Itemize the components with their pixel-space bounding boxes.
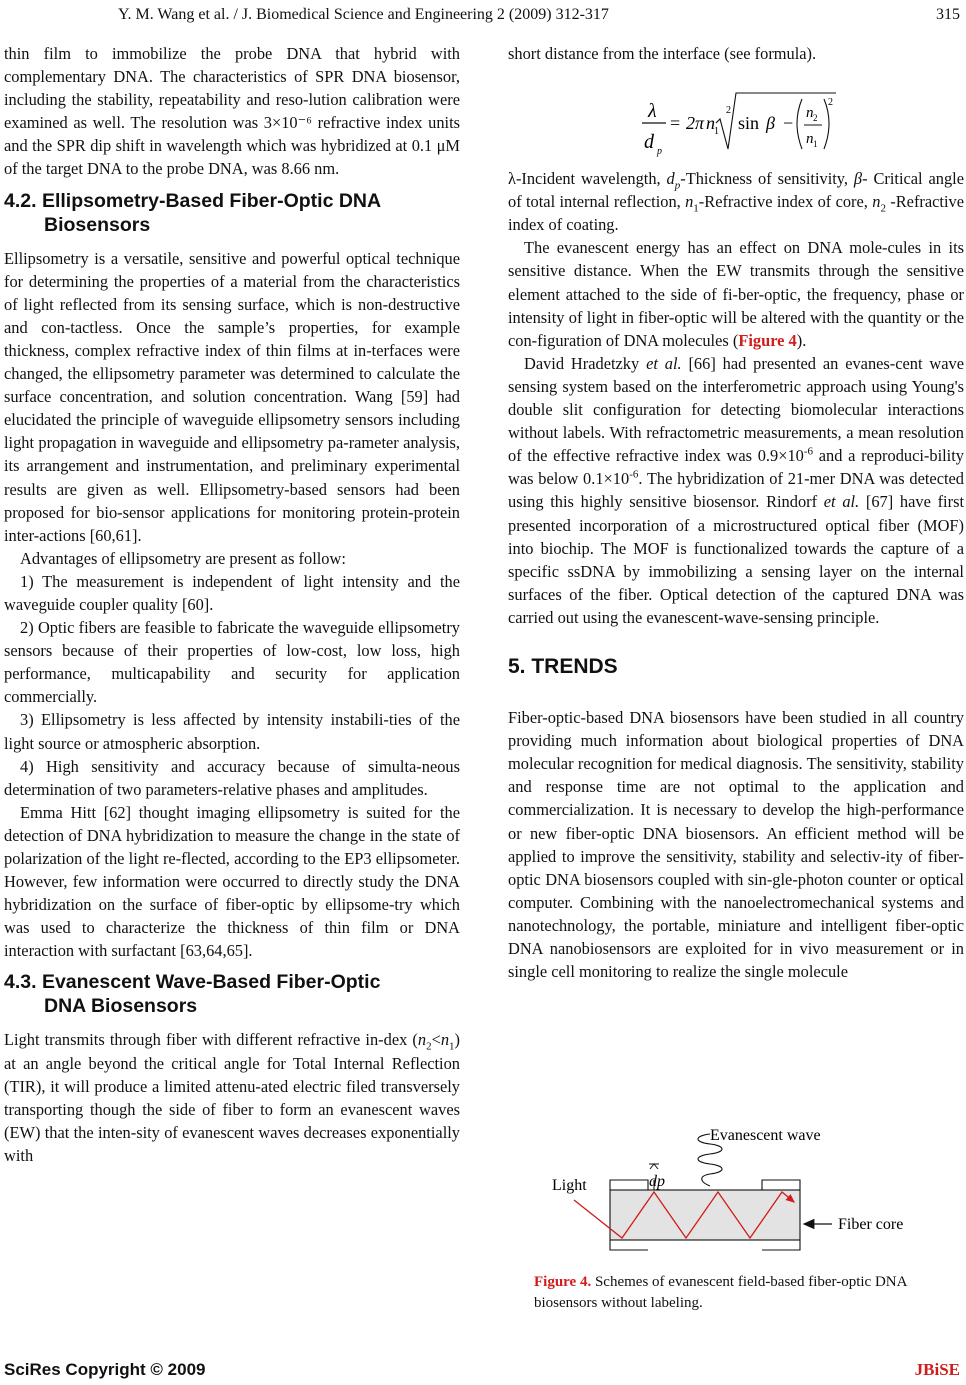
cladding-bottom-left <box>610 1240 648 1250</box>
running-header <box>0 6 966 30</box>
formula-outer-square: 2 <box>828 97 833 109</box>
paragraph: The evanescent energy has an effect on DNA mole-cules in its sensitive distance. When the EW transmits through the sensitive element attached to the side of fi-ber-optic, the frequency, phase or intensity of light in fiber-optic will be altered with the quantity or the con-figuration of DNA molecules (Figure 4). <box>508 238 964 350</box>
copyright-notice: SciRes Copyright © 2009 <box>4 1360 206 1379</box>
evanescent-formula <box>508 65 964 167</box>
formula-d: d <box>644 131 654 154</box>
paren-left <box>797 99 802 149</box>
page-footer <box>0 1360 966 1382</box>
paragraph: Ellipsometry is a versatile, sensitive and powerful optical technique for determining the properties of a material from the characteristics of light reflected from its sensing surface, which is non-destructive and con-tactless. Once the sample’s properties, for example thickness, complex refractive index of thin films at in-terfaces were changed, the ellipsometry parameter was determined to calculate the surface concentration, and solution concentration. Wang [59] had elucidated the principle of waveguide ellipsometry sensors including light propagation in waveguide and ellipsometry pa-rameter analysis, its arrangement and instrumentation, and preliminary experimental results are given as well. Ellipsometry-based sensors had been proposed for bio-sensor applications for monitoring protein-protein inter-actions [60,61]. <box>4 248 460 545</box>
figure-4-link[interactable]: Figure 4 <box>738 330 797 350</box>
formula-minus: − <box>783 113 794 134</box>
formula-n1: n <box>806 131 814 148</box>
formula-beta: β <box>766 113 775 134</box>
paragraph: 4) High sensitivity and accuracy because of simulta-neous determination of two parameters-relative phases and amplitudes. <box>4 756 460 799</box>
formula-2pi: 2π <box>686 113 705 134</box>
paragraph: 3) Ellipsometry is less affected by intensity instabili-ties of the light source or atmospheric absorption. <box>4 710 460 753</box>
journal-abbrev: JBiSE <box>914 1360 960 1379</box>
heading-line: 4.2. Ellipsometry-Based Fiber-Optic DNA <box>4 189 382 212</box>
section-heading-5: 5. TRENDS <box>508 654 618 678</box>
paragraph: λ-Incident wavelength, $d_p$-Thickness of sensitivity, β- Critical angle of total internal reflection, $n_1$-Refractive index of core, $n_2$ -Refractive index of coating. <box>508 169 964 235</box>
paragraph: 1) The measurement is independent of light intensity and the waveguide coupler quality [60]. <box>4 571 460 614</box>
cladding-bottom-right <box>762 1240 800 1250</box>
paragraph: 2) Optic fibers are feasible to fabricate the waveguide ellipsometry sensors because of their properties of low-cost, low loss, high performance, multicapability and security for application commercially. <box>4 618 460 707</box>
evanescent-diagram-svg <box>530 1128 950 1258</box>
paragraph: Advantages of ellipsometry are present as follow: <box>20 548 346 568</box>
paragraph: short distance from the interface (see formula). <box>508 44 817 63</box>
formula-sub1: 1 <box>714 126 719 138</box>
caption-text: Schemes of evanescent field-based fiber-optic DNA biosensors without labeling. <box>534 1274 907 1311</box>
cladding-top-right <box>762 1180 800 1190</box>
formula-equals: = <box>670 113 681 134</box>
formula-lambda: λ <box>648 100 657 123</box>
paragraph: Light transmits through fiber with different refractive in-dex $(n_2<n_1)$ at an angle beyond the critical angle for Total Internal Reflection (TIR), it will produce a limited attenu-ated electric filed transversely transporting though the side of fiber to form an evanescent waves (EW) that the inten-sity of evanescent waves decreases exponentially with <box>4 1030 460 1165</box>
left-column <box>4 42 460 1167</box>
section-heading-4-2 <box>4 189 460 237</box>
formula-p: p <box>657 146 662 158</box>
right-column <box>508 42 964 983</box>
paragraph: thin film to immobilize the probe DNA that hybrid with complementary DNA. The characteristics of SPR DNA biosensor, including the stability, repeatability and reso-lution calibration were examined as well. The resolution was 3×10⁻⁶ refractive index units and the SPR dip shift in wavelength which was hybridized at 0.1 μM of the target DNA to the probe DNA, was 8.66 nm. <box>4 44 460 179</box>
figure-4-caption <box>534 1272 954 1314</box>
paragraph: Fiber-optic-based DNA biosensors have been studied in all country providing much information about biological properties of DNA molecular recognition for medical diagnosis. The sensitivity, stability and response time are not optimal to the application and commercialization. It is necessary to develop the high-performance or new fiber-optic DNA biosensors. An efficient method will be applied to improve the sensitivity, stability and selectiv-ity of fiber-optic DNA biosensors coupled with sin-gle-photon counter or optical computer. Combining with the nanoelectromechanical systems and nanotechnology, the portable, miniature and intelligent fiber-optic DNA nanobiosensors are exploited for in vivo measurement or in single cell monitoring to realize the single molecule <box>508 708 964 982</box>
dp-arrow-up <box>650 1164 658 1169</box>
figure-4-diagram <box>530 1128 950 1258</box>
formula-n2-sub: 2 <box>813 113 818 124</box>
formula-n1-sub: 1 <box>813 139 818 150</box>
label-dp: dp <box>649 1173 665 1190</box>
label-evanescent-wave: Evanescent wave <box>710 1128 821 1144</box>
page-number: 315 <box>936 6 960 23</box>
paragraph: David Hradetzky et al. [66] had presented an evanes-cent wave sensing system based on the interferometric approach using Young's double slit configuration for detecting biomolecular interactions without labels. With refractometric measurements, a mean resolution of the effective refractive index was $0.9\times 10^{-6}$ and a reproduci-bility was below $0.1\times 10^{-6}$. The hybridization of 21-mer DNA was detected using this highly sensitive biosensor. Rindorf et al. [67] have first presented incorporation of a microstructured optical fiber (MOF) into biochip. The MOF is functionalized towards the capture of a specific ssDNA by immobilizing a sensing layer on the internal surfaces of the fiber. Optical detection of the captured DNA was carried out using the evanescent-wave-sensing principle. <box>508 353 964 627</box>
heading-line: 4.3. Evanescent Wave-Based Fiber-Optic <box>4 971 381 994</box>
paragraph: Emma Hitt [62] thought imaging ellipsometry is suited for the detection of DNA hybridization to measure the change in the state of polarization of the light re-flected, according to the EP3 ellipsometer. However, few information were occurred to directly study the DNA hybridization on the surface of fiber-optic by ellipsome-try which was used to characterize the thickness of thin film or DNA interaction with surfactant [63,64,65]. <box>4 802 460 961</box>
sqrt-sign <box>716 93 836 149</box>
heading-line: Biosensors <box>44 213 151 236</box>
formula-square: 2 <box>726 105 731 117</box>
heading-line: DNA Biosensors <box>44 995 198 1018</box>
formula-n2: n <box>806 105 814 122</box>
cladding-top-left <box>610 1180 648 1190</box>
formula-graphic <box>508 65 964 167</box>
label-light: Light <box>552 1177 587 1194</box>
formula-n: n <box>706 113 715 134</box>
section-heading-4-3 <box>4 970 460 1018</box>
formula-sin: sin <box>738 113 760 134</box>
label-fiber-core: Fiber core <box>838 1216 904 1233</box>
caption-label: Figure 4. <box>534 1274 592 1290</box>
running-title: Y. M. Wang et al. / J. Biomedical Science and Engineering 2 (2009) 312-317 <box>118 6 609 23</box>
